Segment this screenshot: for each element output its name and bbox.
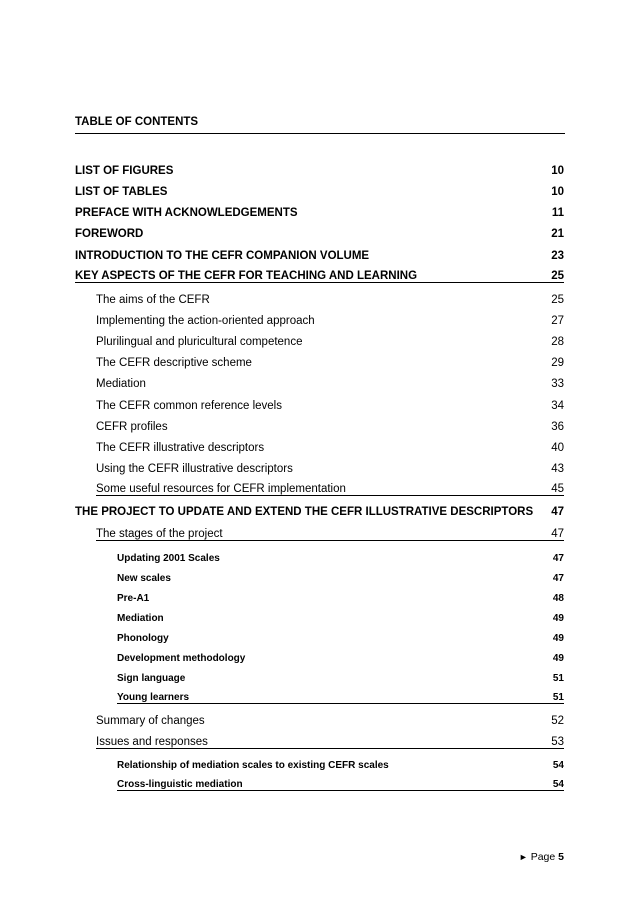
toc-entry-page: 49: [552, 653, 564, 664]
toc-entry-level-2[interactable]: [96, 521, 564, 541]
toc-entry-level-3[interactable]: [117, 585, 564, 604]
toc-entry-title: INTRODUCTION TO THE CEFR COMPANION VOLUME: [75, 250, 370, 262]
toc-entry-title: Implementing the action-oriented approach: [96, 315, 315, 327]
toc-entry-title: The CEFR illustrative descriptors: [96, 442, 265, 454]
toc-entry-page: 23: [551, 250, 564, 262]
toc-entry-page: 21: [551, 228, 564, 240]
toc-entry-page: 40: [551, 442, 564, 454]
toc-entry-level-1[interactable]: [75, 158, 564, 177]
toc-entry-page: 45: [551, 483, 564, 495]
toc-entry-level-1[interactable]: [75, 264, 564, 283]
toc-entry-page: 54: [552, 760, 564, 771]
toc-entry-page: 29: [551, 357, 564, 369]
toc-entry-level-3[interactable]: [117, 772, 564, 791]
toc-entry-page: 25: [551, 270, 564, 282]
toc-entry-level-3[interactable]: [117, 605, 564, 624]
toc-entry-title: Issues and responses: [96, 736, 208, 748]
toc-entry-title: Relationship of mediation scales to existing CEFR scales: [117, 760, 389, 771]
toc-entry-page: 54: [552, 779, 564, 790]
toc-entry-level-1[interactable]: [75, 179, 564, 198]
toc-entry-page: 10: [551, 165, 564, 177]
footer-page-number: 5: [558, 851, 564, 863]
toc-entry-page: 25: [551, 294, 564, 306]
toc-entry-page: 27: [551, 315, 564, 327]
title-divider: [75, 133, 565, 134]
toc-entry-page: 48: [552, 593, 564, 604]
toc-entry-title: The stages of the project: [96, 528, 223, 540]
toc-entry-level-3[interactable]: [117, 545, 564, 564]
toc-entry-title: Using the CEFR illustrative descriptors: [96, 463, 293, 475]
toc-entry-page: 28: [551, 336, 564, 348]
toc-entry-title: New scales: [117, 573, 171, 584]
toc-entry-title: Plurilingual and pluricultural competence: [96, 336, 303, 348]
toc-entry-page: 10: [551, 186, 564, 198]
toc-entry-page: 52: [551, 715, 564, 727]
toc-entry-level-2[interactable]: [96, 392, 564, 412]
toc-entry-title: Phonology: [117, 633, 169, 644]
toc-title: TABLE OF CONTENTS: [75, 116, 199, 128]
toc-entry-level-1[interactable]: [75, 243, 564, 262]
toc-entry-page: 47: [551, 528, 564, 540]
toc-entry-title: Mediation: [96, 378, 146, 390]
toc-entry-page: 49: [552, 633, 564, 644]
toc-entry-level-3[interactable]: [117, 685, 564, 704]
toc-entry-page: 47: [552, 553, 564, 564]
toc-entry-level-2[interactable]: [96, 707, 564, 727]
toc-entry-title: THE PROJECT TO UPDATE AND EXTEND THE CEFR ILLUSTRATIVE DESCRIPTORS: [75, 506, 534, 518]
toc-entry-title: Development methodology: [117, 653, 246, 664]
toc-entry-level-3[interactable]: [117, 565, 564, 584]
toc-entry-page: 34: [551, 400, 564, 412]
footer-page-label: Page: [530, 851, 556, 863]
page-footer: [470, 851, 564, 867]
toc-entry-title: KEY ASPECTS OF THE CEFR FOR TEACHING AND LEARNING: [75, 270, 418, 282]
toc-entry-level-2[interactable]: [96, 455, 564, 475]
toc-entry-page: 53: [551, 736, 564, 748]
toc-entry-page: 11: [551, 207, 564, 219]
toc-entry-level-3[interactable]: [117, 752, 564, 771]
toc-entry-level-1[interactable]: [75, 499, 564, 518]
toc-entry-page: 33: [551, 378, 564, 390]
toc-entry-level-2[interactable]: [96, 286, 564, 306]
toc-entry-level-2[interactable]: [96, 413, 564, 433]
right-arrow-icon: ►: [518, 852, 528, 862]
toc-entry-title: Young learners: [117, 692, 190, 703]
toc-entry-level-1[interactable]: [75, 200, 564, 219]
toc-entry-title: FOREWORD: [75, 228, 144, 240]
toc-entry-title: Pre-A1: [117, 593, 150, 604]
toc-entry-level-3[interactable]: [117, 645, 564, 664]
toc-entry-title: The CEFR descriptive scheme: [96, 357, 252, 369]
toc-entry-title: Cross-linguistic mediation: [117, 779, 243, 790]
toc-entry-title: The CEFR common reference levels: [96, 400, 282, 412]
toc-entry-page: 36: [551, 421, 564, 433]
toc-entry-level-2[interactable]: [96, 434, 564, 454]
toc-entry-page: 49: [552, 613, 564, 624]
toc-entry-page: 43: [551, 463, 564, 475]
toc-entry-level-1[interactable]: [75, 221, 564, 240]
toc-entry-level-2[interactable]: [96, 476, 564, 496]
toc-entry-title: Some useful resources for CEFR implementation: [96, 483, 346, 495]
toc-entry-title: The aims of the CEFR: [96, 294, 210, 306]
toc-entry-level-2[interactable]: [96, 307, 564, 327]
toc-entry-page: 51: [552, 673, 564, 684]
toc-entry-page: 47: [551, 506, 564, 518]
toc-entry-title: Mediation: [117, 613, 164, 624]
toc-entry-title: CEFR profiles: [96, 421, 168, 433]
toc-entry-level-2[interactable]: [96, 729, 564, 749]
toc-entry-title: LIST OF TABLES: [75, 186, 168, 198]
toc-entry-level-2[interactable]: [96, 328, 564, 348]
toc-entry-title: Summary of changes: [96, 715, 205, 727]
toc-entry-page: 47: [552, 573, 564, 584]
toc-entry-title: Sign language: [117, 673, 186, 684]
toc-entry-page: 51: [552, 692, 564, 703]
toc-entry-level-2[interactable]: [96, 370, 564, 390]
toc-entry-level-2[interactable]: [96, 349, 564, 369]
toc-entry-title: PREFACE WITH ACKNOWLEDGEMENTS: [75, 207, 298, 219]
toc-entry-title: LIST OF FIGURES: [75, 165, 174, 177]
toc-entry-level-3[interactable]: [117, 625, 564, 644]
toc-entry-level-3[interactable]: [117, 665, 564, 684]
toc-entry-title: Updating 2001 Scales: [117, 553, 220, 564]
